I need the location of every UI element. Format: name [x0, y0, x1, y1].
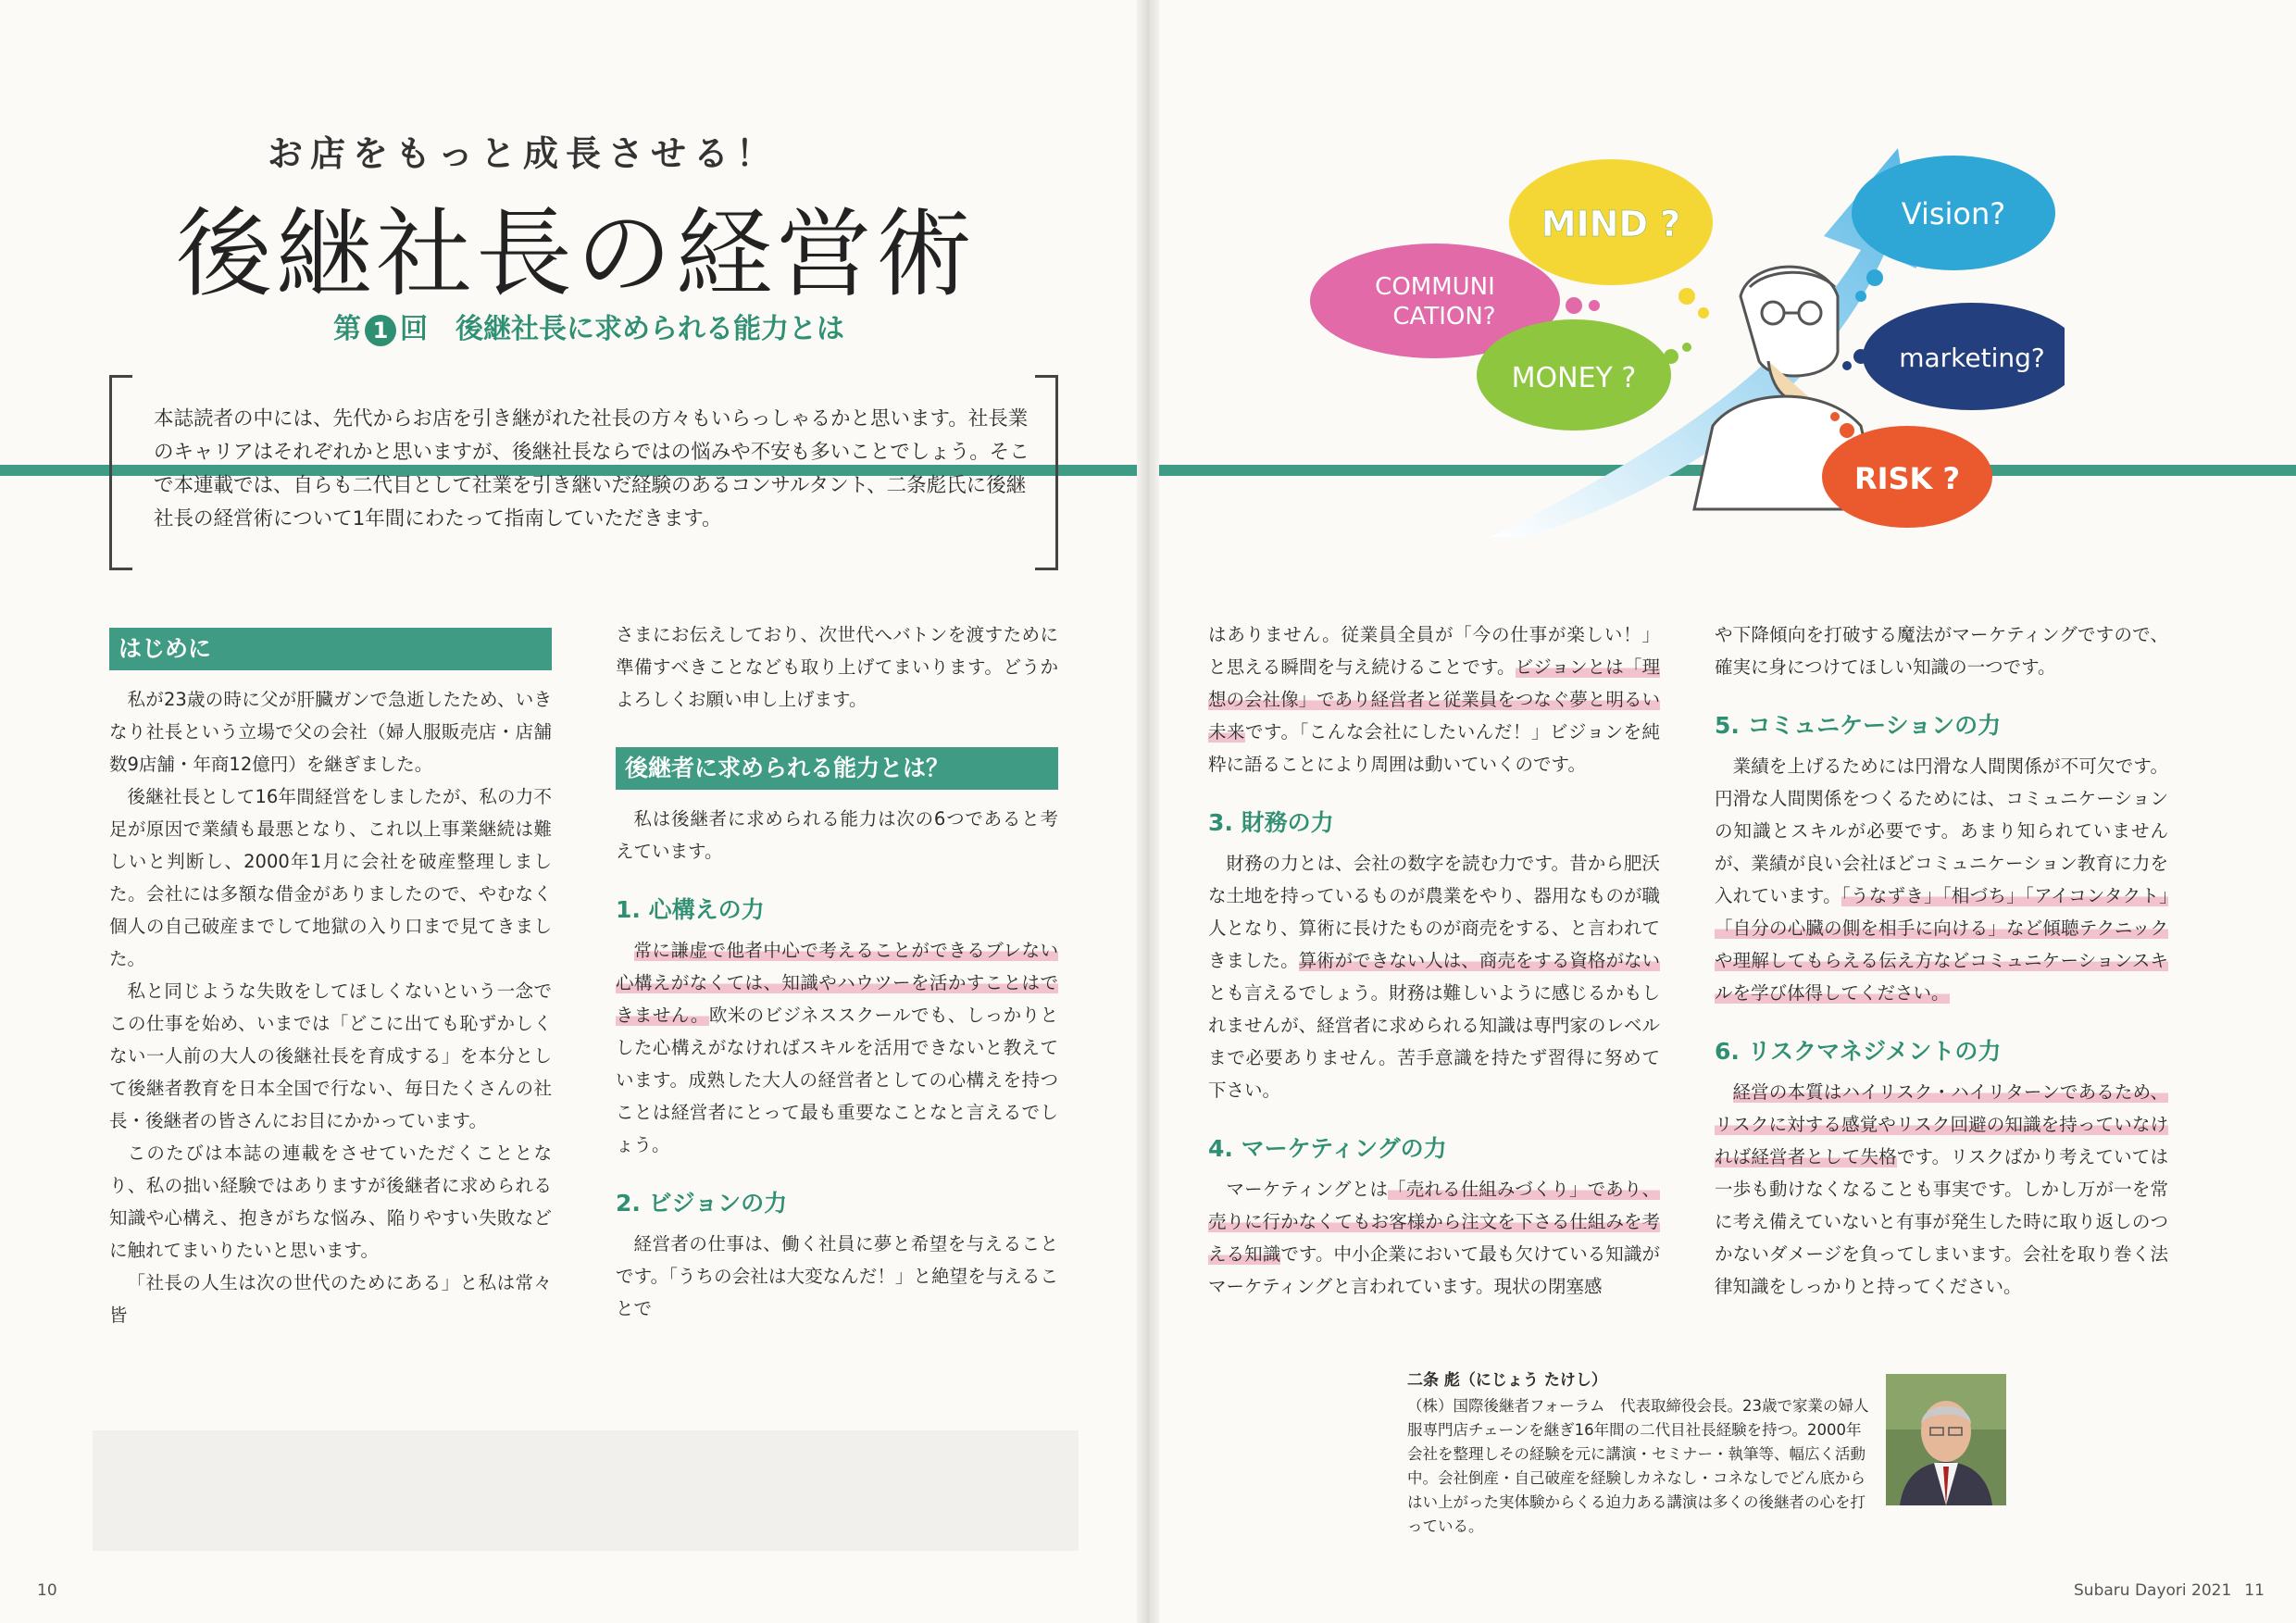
column-4: [1715, 618, 2168, 1303]
author-photo: [1886, 1374, 2006, 1505]
highlight: ビジョンとは「理想の会社像」であり経営者と従業員をつなぐ夢と明るい未来: [1208, 656, 1660, 743]
kicker: お店をもっと成長させる！: [267, 133, 779, 174]
center-gutter: [1137, 0, 1159, 1623]
series-label: [333, 306, 844, 346]
paragraph: [616, 934, 1058, 1161]
text: はありません。従業員全員が「今の仕事が楽しい！」と思える瞬間を与え続けることです。: [1208, 624, 1660, 678]
text: 業績を上げるためには円滑な人間関係が不可欠です。円滑な人間関係をつくるためには、コミュニケーションの知識とスキルが必要です。あまり知られていませんが、業績が良い会社ほどコミュニケーション教育に力を入れています。: [1715, 755, 2168, 906]
column-3: [1208, 618, 1660, 1303]
bracket-right: [1035, 375, 1058, 570]
highlight: 「売れる仕組みづくり」であり、売りに行かなくてもお客様から注文を下さる仕組みを考える知識: [1208, 1179, 1660, 1265]
bottom-band: [93, 1430, 1079, 1551]
paragraph: 後継社長として16年間経営をしましたが、私の力不足が原因で業績も最悪となり、これ以上事業継続は難しいと判断し、2000年1月に会社を破産整理しました。会社には多額な借金がありましたので、やむなく個人の自己破産までして地獄の入り口まで見てきました。: [109, 786, 552, 969]
bubble-risk-text: RISK ?: [1853, 461, 1961, 496]
series-prefix: 第: [333, 313, 361, 345]
column-1: [109, 628, 552, 1331]
highlight: 常に謙虚で他者中心で考えることができるブレない心構えがなくては、知識やハウツーを活かすことはできません。: [616, 940, 1058, 1026]
paragraph: [1208, 618, 1660, 780]
series-number: 1: [365, 315, 396, 346]
text: です。中小企業において最も欠けている知識がマーケティングと言われています。現状の閉塞感: [1208, 1243, 1660, 1297]
heading-finance: 3. 財務の力: [1208, 809, 1334, 836]
text: とも言えるでしょう。財務は難しいように感じるかもしれませんが、経営者に求められる知識は専門家のレベルまで必要ありません。苦手意識を持たず習得に努めて下さい。: [1208, 982, 1660, 1101]
page-number-left: 10: [37, 1581, 57, 1600]
paragraph: このたびは本誌の連載をさせていただくこととなり、私の拙い経験ではありますが後継者に求められる知識や心構え、抱きがちな悩み、陥りやすい失敗などに触れてまいりたいと思います。: [109, 1142, 552, 1261]
heading-communication: 5. コミュニケーションの力: [1715, 712, 2002, 739]
highlight: 算術ができない人は、商売をする資格がない: [1298, 950, 1660, 971]
text: 欧米のビジネススクールでも、しっかりとした心構えがなければスキルを活用できないと教えています。成熟した大人の経営者としての心構えを持つことは経営者にとって最も重要なことなと言えるでしょう。: [616, 1005, 1059, 1155]
illustration: [1305, 148, 2065, 537]
bubble-vision: [1852, 156, 2055, 270]
bubble-marketing-text: marketing?: [1899, 343, 2045, 373]
author-name: 二条 彪（にじょう たけし）: [1407, 1371, 1607, 1390]
text: です。「こんな会社にしたいんだ！」ビジョンを純粋に語ることにより周囲は動いていくのです。: [1208, 721, 1660, 775]
heading-hajimeni: はじめに: [109, 628, 552, 670]
series-suffix: 回: [400, 313, 428, 345]
heading-marketing: 4. マーケティングの力: [1208, 1135, 1447, 1162]
heading-mindset: 1. 心構えの力: [616, 896, 765, 923]
paragraph: [1208, 1173, 1660, 1303]
heading-vision: 2. ビジョンの力: [616, 1190, 788, 1217]
folio-right: [2074, 1581, 2265, 1600]
paragraph: 私が23歳の時に父が肝臓ガンで急逝したため、いきなり社長という立場で父の会社（婦人服販売店・店舗数9店舗・年商12億円）を継ぎました。: [109, 689, 552, 775]
bubble-vision-text: Vision?: [1901, 196, 2006, 231]
bubble-communication-text-2: CATION?: [1392, 303, 1496, 331]
highlight: 「うなずき」「相づち」「アイコンタクト」「自分の心臓の側を相手に向ける」など傾聴テクニックや理解してもらえる伝え方などコミュニケーションスキルを学び体得してください。: [1715, 885, 2168, 1004]
paragraph: [1208, 847, 1660, 1106]
bracket-left: [109, 375, 132, 570]
bubble-communication-text-1: COMMUNI: [1375, 273, 1495, 301]
series-title: 後継社長に求められる能力とは: [455, 313, 844, 345]
column-2: [616, 618, 1058, 1325]
highlight: 経営の本質はハイリスク・ハイリターンであるため、リスクに対する感覚やリスク回避の知識を持っていなければ経営者として失格: [1715, 1081, 2168, 1167]
bubble-marketing: [1863, 303, 2065, 410]
bubble-mind: [1509, 159, 1713, 285]
page-number-right: 11: [2244, 1581, 2265, 1600]
intro-box: [109, 375, 1058, 565]
author-bio: （株）国際後継者フォーラム 代表取締役会長。23歳で家業の婦人服専門店チェーンを継ぎ16年間の二代目社長経験を持つ。2000年会社を整理しその経験を元に講演・セミナー・執筆等、幅広く活動中。会社倒産・自己破産を経験しカネなし・コネなしでどん底からはい上がった実体験からくる迫力ある講演は多くの後継者の心を打っている。: [1407, 1397, 1869, 1535]
heading-risk-management: 6. リスクマネジメントの力: [1715, 1038, 2002, 1065]
paragraph: 「社長の人生は次の世代のためにある」と私は常々皆: [109, 1272, 552, 1326]
text: マーケティングとは: [1226, 1179, 1389, 1200]
paragraph: [1715, 1076, 2168, 1303]
paragraph: 私は後継者に求められる能力は次の6つであると考えています。: [616, 808, 1058, 862]
paragraph: や下降傾向を打破する魔法がマーケティングですので、確実に身につけてほしい知識の一つです。: [1715, 624, 2168, 678]
paragraph: 経営者の仕事は、働く社員に夢と希望を与えることです。「うちの会社は大変なんだ！」と絶望を与えることで: [616, 1233, 1058, 1319]
bubble-mind-text: MIND ?: [1541, 204, 1681, 244]
page-title: 後継社長の経営術: [176, 197, 977, 310]
bubble-risk: [1822, 426, 1992, 528]
text: です。リスクばかり考えていては一歩も動けなくなることも事実です。しかし万が一を常に考え備えていないと有事が発生した時に取り返しのつかないダメージを負ってしまいます。会社を取り巻く法律知識をしっかりと持ってください。: [1715, 1146, 2168, 1297]
intro-text: 本誌読者の中には、先代からお店を引き継がれた社長の方々もいらっしゃるかと思います。社長業のキャリアはそれぞれかと思いますが、後継社長ならではの悩みや不安も多いことでしょう。そこで本連載では、自らも二代目として社業を引き継いだ経験のあるコンサルタント、二条彪氏に後継社長の経営術について1年間にわたって指南していただきます。: [154, 407, 1029, 531]
bubble-money: [1477, 319, 1671, 431]
paragraph: [1715, 750, 2168, 1009]
author-profile: [1407, 1368, 1870, 1539]
heading-abilities: 後継者に求められる能力とは？: [616, 747, 1058, 790]
bubble-money-text: MONEY ?: [1511, 362, 1637, 394]
publication-name: Subaru Dayori 2021: [2074, 1581, 2232, 1600]
text: 財務の力とは、会社の数字を読む力です。昔から肥沃な土地を持っているものが農業をやり、器用なものが職人となり、算術に長けたものが商売をする、と言われてきました。: [1208, 853, 1660, 971]
paragraph: 私と同じような失敗をしてほしくないという一念でこの仕事を始め、いまでは「どこに出ても恥ずかしくない一人前の大人の後継社長を育成する」を本分として後継者教育を日本全国で行ない、毎日たくさんの社長・後継者の皆さんにお目にかかっています。: [109, 980, 552, 1131]
paragraph: さまにお伝えしており、次世代へバトンを渡すために準備すべきことなども取り上げてまいります。どうかよろしくお願い申し上げます。: [616, 624, 1058, 710]
